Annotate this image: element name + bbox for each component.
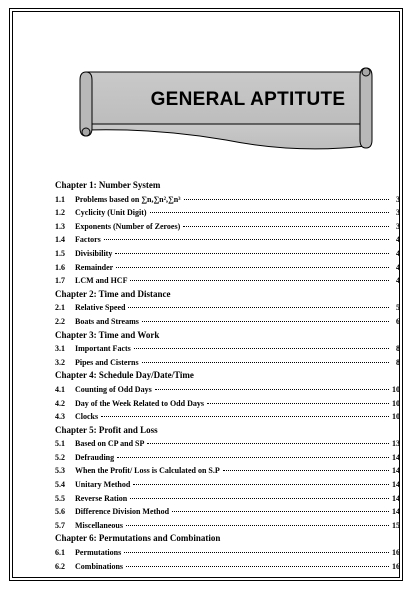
entry-title: Clocks [75, 412, 99, 422]
entry-title: When the Profit/ Loss is Calculated on S.P [75, 466, 220, 476]
entry-page-number: 14 [392, 493, 400, 503]
entry-number: 1.2 [55, 208, 65, 218]
dot-leader [155, 389, 389, 390]
dot-leader [130, 280, 389, 281]
entry-page-number: 16 [392, 548, 400, 558]
entry-number: 1.3 [55, 221, 65, 231]
entry-number: 6.1 [55, 548, 65, 558]
entry-number: 4.3 [55, 412, 65, 422]
document-title: GENERAL APTITUTE [150, 89, 346, 110]
entry-number: 5.4 [55, 480, 65, 490]
entry-page-number: 4 [396, 248, 400, 258]
entry-page-number: 3 [396, 221, 400, 231]
chapter-heading: Chapter 1: Number System [55, 180, 161, 190]
toc-entry[interactable] [55, 410, 400, 424]
entry-title: Counting of Odd Days [75, 384, 152, 394]
chapter-heading: Chapter 5: Profit and Loss [55, 424, 158, 435]
entry-page-number: 4 [396, 276, 400, 286]
entry-page-number: 10 [392, 398, 400, 408]
toc-entry[interactable] [55, 546, 400, 560]
toc-entry[interactable] [55, 220, 400, 234]
toc-entry[interactable] [55, 233, 400, 247]
entry-page-number: 8 [396, 357, 400, 367]
entry-number: 5.2 [55, 452, 65, 462]
toc-entry[interactable] [55, 206, 400, 220]
chapter-heading: Chapter 6: Permutations and Combination [55, 533, 221, 544]
dot-leader [133, 484, 389, 485]
entry-page-number: 3 [396, 208, 400, 218]
dot-leader [142, 362, 389, 363]
entry-number: 1.4 [55, 235, 65, 245]
entry-title: Day of the Week Related to Odd Days [75, 398, 204, 408]
toc-entry[interactable] [55, 193, 400, 207]
entry-title: Reverse Ration [75, 493, 128, 503]
document-page [9, 8, 403, 581]
table-of-contents [55, 179, 400, 573]
dot-leader [124, 552, 389, 553]
dot-leader [101, 416, 389, 417]
entry-title: Factors [75, 235, 101, 245]
entry-title: Important Facts [75, 344, 131, 354]
entry-number: 3.2 [55, 357, 65, 367]
entry-page-number: 6 [396, 316, 400, 326]
entry-title: Defrauding [75, 452, 115, 462]
entry-title: Difference Division Method [75, 507, 170, 517]
entry-title: Exponents (Number of Zeroes) [75, 221, 181, 231]
entry-number: 1.5 [55, 248, 65, 258]
entry-number: 1.7 [55, 276, 65, 286]
entry-page-number: 13 [392, 439, 400, 449]
entry-number: 2.1 [55, 303, 65, 313]
entry-page-number: 14 [392, 480, 400, 490]
toc-entry[interactable] [55, 492, 400, 506]
entry-number: 2.2 [55, 316, 65, 326]
entry-title: Pipes and Cisterns [75, 357, 139, 367]
entry-page-number: 10 [392, 384, 400, 394]
entry-number: 4.1 [55, 384, 65, 394]
toc-entry[interactable] [55, 519, 400, 533]
chapter-heading: Chapter 3: Time and Work [55, 329, 160, 340]
entry-page-number: 5 [396, 303, 400, 313]
toc-entry[interactable] [55, 301, 400, 315]
toc-entry[interactable] [55, 505, 400, 519]
entry-title: Cyclicity (Unit Digit) [75, 208, 147, 218]
dot-leader [104, 239, 389, 240]
dot-leader [130, 498, 389, 499]
dot-leader [223, 470, 389, 471]
dot-leader [147, 443, 389, 444]
entry-number: 5.1 [55, 439, 65, 449]
dot-leader [128, 307, 389, 308]
dot-leader [116, 267, 389, 268]
entry-page-number: 14 [392, 507, 400, 517]
dot-leader [126, 566, 389, 567]
entry-page-number: 16 [392, 561, 400, 571]
toc-entry[interactable] [55, 342, 400, 356]
toc-entry[interactable] [55, 560, 400, 574]
entry-page-number: 14 [392, 466, 400, 476]
dot-leader [184, 199, 389, 200]
entry-number: 5.3 [55, 466, 65, 476]
toc-entry[interactable] [55, 274, 400, 288]
dot-leader [150, 212, 389, 213]
entry-title: Based on CP and SP [75, 439, 145, 449]
toc-entry[interactable] [55, 261, 400, 275]
dot-leader [117, 457, 389, 458]
toc-entry[interactable] [55, 397, 400, 411]
entry-title: Unitary Method [75, 480, 131, 490]
toc-entry[interactable] [55, 315, 400, 329]
dot-leader [142, 321, 389, 322]
entry-number: 1.6 [55, 262, 65, 272]
toc-entry[interactable] [55, 356, 400, 370]
entry-number: 5.7 [55, 520, 65, 530]
toc-entry[interactable] [55, 383, 400, 397]
dot-leader [126, 525, 389, 526]
dot-leader [115, 253, 389, 254]
entry-page-number: 3 [396, 194, 400, 204]
entry-number: 4.2 [55, 398, 65, 408]
dot-leader [172, 511, 389, 512]
entry-title: Remainder [75, 262, 114, 272]
entry-number: 1.1 [55, 194, 65, 204]
entry-number: 5.6 [55, 507, 65, 517]
toc-entry[interactable] [55, 247, 400, 261]
entry-title: Divisibility [75, 248, 113, 258]
dot-leader [207, 403, 389, 404]
entry-page-number: 4 [396, 262, 400, 272]
entry-page-number: 4 [396, 235, 400, 245]
entry-page-number: 14 [392, 452, 400, 462]
entry-title: LCM and HCF [75, 276, 128, 286]
entry-number: 6.2 [55, 561, 65, 571]
dot-leader [134, 348, 389, 349]
entry-page-number: 10 [392, 412, 400, 422]
entry-title: Problems based on ∑n,∑n²,∑n³ [75, 194, 181, 204]
entry-number: 3.1 [55, 344, 65, 354]
toc-entry[interactable] [55, 451, 400, 465]
entry-number: 5.5 [55, 493, 65, 503]
toc-entry[interactable] [55, 437, 400, 451]
chapter-heading: Chapter 2: Time and Distance [55, 288, 171, 299]
toc-entry[interactable] [55, 478, 400, 492]
entry-title: Boats and Streams [75, 316, 139, 326]
dot-leader [183, 226, 389, 227]
toc-entry[interactable] [55, 464, 400, 478]
chapter-heading: Chapter 4: Schedule Day/Date/Time [55, 370, 194, 381]
entry-title: Permutations [75, 548, 122, 558]
entry-title: Miscellaneous [75, 520, 123, 530]
entry-page-number: 15 [392, 520, 400, 530]
entry-title: Relative Speed [75, 303, 126, 313]
entry-title: Combinations [75, 561, 124, 571]
entry-page-number: 8 [396, 344, 400, 354]
